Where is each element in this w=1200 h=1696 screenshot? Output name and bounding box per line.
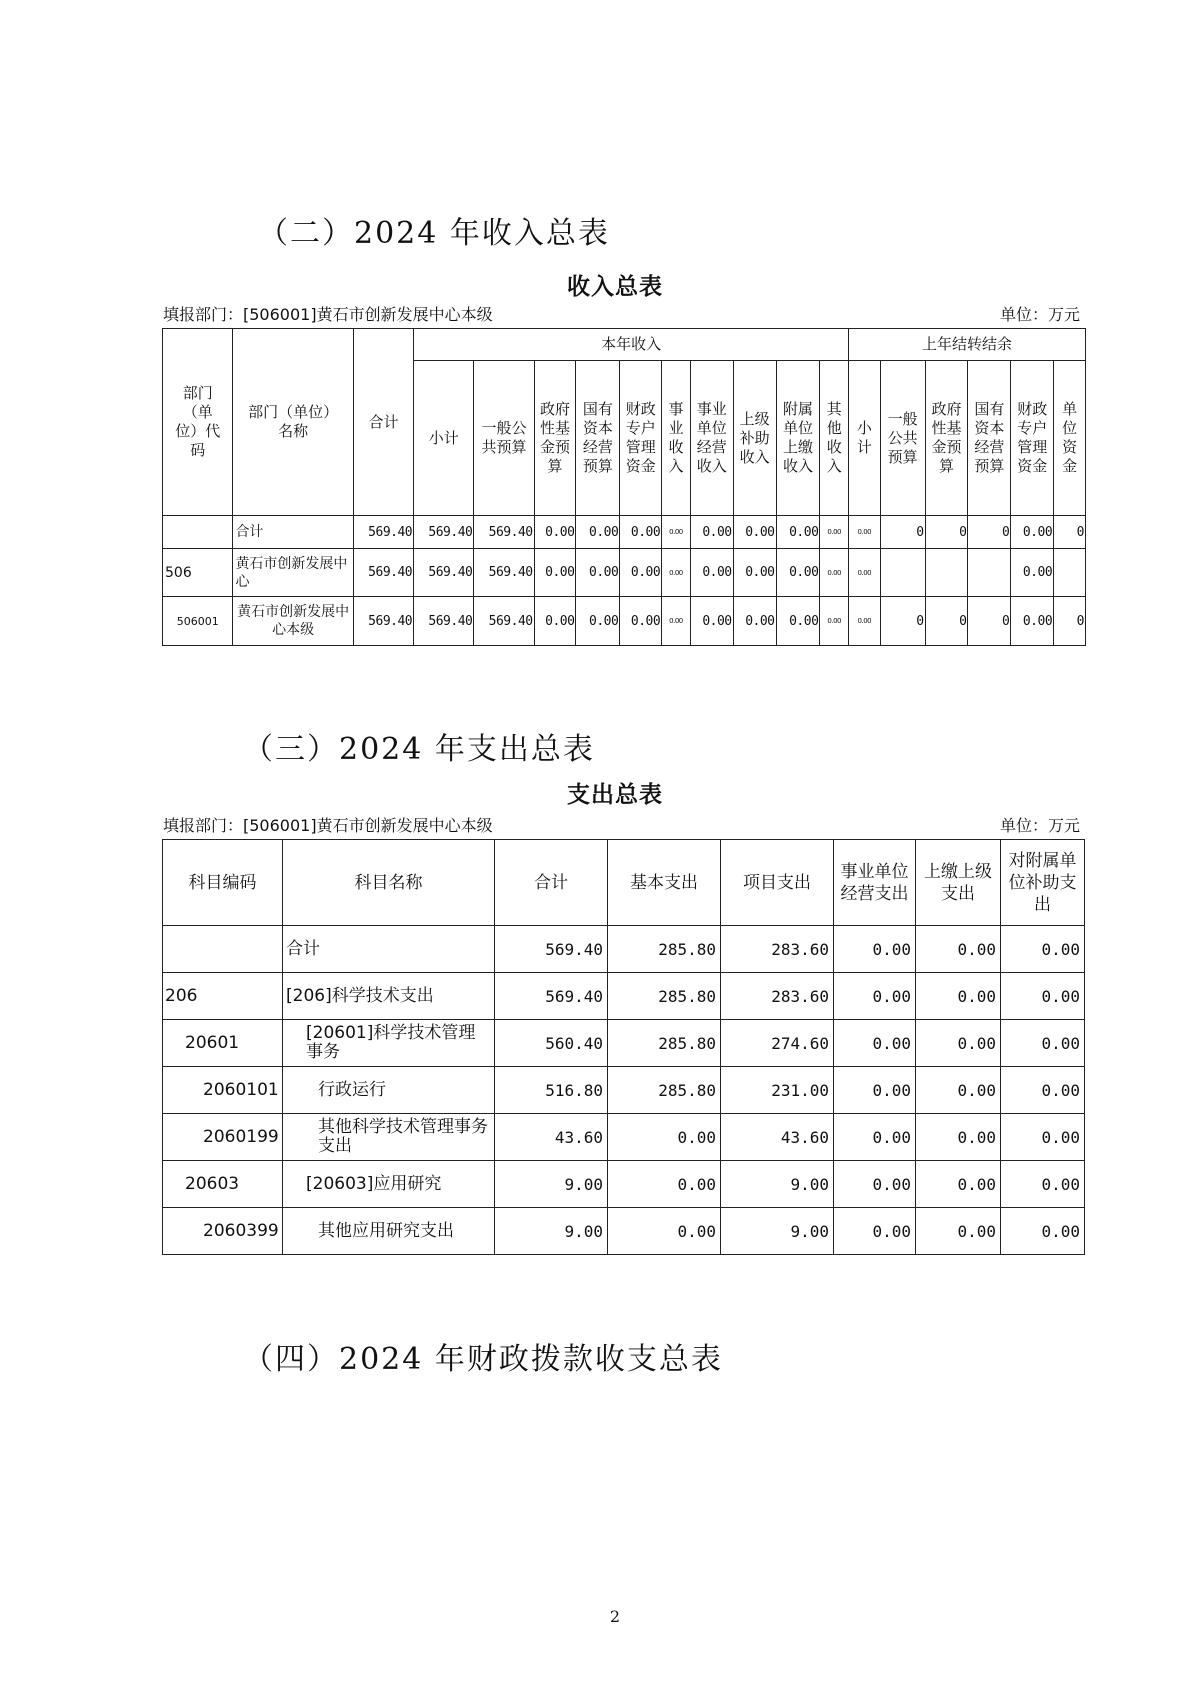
income-cell-name: 合计 xyxy=(233,516,353,549)
expense-cell-subsidy: 0.00 xyxy=(1001,1208,1085,1255)
expense-cell-total: 9.00 xyxy=(495,1208,608,1255)
expense-cell-project: 9.00 xyxy=(721,1161,834,1208)
income-cell-other: 0.00 xyxy=(820,597,849,646)
expense-row xyxy=(163,1161,1085,1208)
expense-cell-code xyxy=(163,926,283,973)
income-cell-biz-operating: 0.00 xyxy=(690,516,733,549)
col-header-fiscal-special: 财政专户管理资金 xyxy=(620,361,662,516)
expense-cell-subsidy: 0.00 xyxy=(1001,1067,1085,1114)
income-cell-general: 569.40 xyxy=(474,516,534,549)
income-cell-total: 569.40 xyxy=(353,597,413,646)
income-cell-co-state-capital xyxy=(968,549,1011,597)
income-table-title: 收入总表 xyxy=(567,274,663,300)
income-cell-gov-fund: 0.00 xyxy=(534,597,576,646)
expense-cell-remit: 0.00 xyxy=(916,1161,1001,1208)
expense-cell-total: 43.60 xyxy=(495,1114,608,1161)
expense-cell-name: 合计 xyxy=(283,926,495,973)
expense-cell-subsidy: 0.00 xyxy=(1001,926,1085,973)
expense-cell-remit: 0.00 xyxy=(916,973,1001,1020)
income-cell-business: 0.00 xyxy=(662,597,691,646)
income-cell-code: 506 xyxy=(163,549,233,597)
income-cell-name: 黄石市创新发展中心本级 xyxy=(233,597,353,646)
expense-row xyxy=(163,1208,1085,1255)
expense-cell-code: 20601 xyxy=(163,1020,283,1067)
income-cell-state-capital: 0.00 xyxy=(576,549,620,597)
income-cell-biz-operating: 0.00 xyxy=(690,549,733,597)
income-summary-table xyxy=(162,328,1086,646)
income-cell-co-sub: 0.00 xyxy=(849,549,881,597)
expense-cell-project: 9.00 xyxy=(721,1208,834,1255)
group-header-current-income: 本年收入 xyxy=(414,329,849,361)
expense-cell-basic: 0.00 xyxy=(608,1161,721,1208)
income-cell-fiscal-special: 0.00 xyxy=(620,516,662,549)
expense-cell-project: 283.60 xyxy=(721,926,834,973)
expense-cell-basic: 285.80 xyxy=(608,973,721,1020)
income-cell-other: 0.00 xyxy=(820,549,849,597)
col-header-carryover-state-capital: 国有资本经营预算 xyxy=(968,361,1011,516)
income-cell-fiscal-special: 0.00 xyxy=(620,597,662,646)
income-cell-total: 569.40 xyxy=(353,516,413,549)
income-cell-state-capital: 0.00 xyxy=(576,516,620,549)
income-section-heading: （二）2024 年收入总表 xyxy=(258,216,610,251)
col-header-state-capital: 国有资本经营预算 xyxy=(576,361,620,516)
expense-cell-basic: 0.00 xyxy=(608,1208,721,1255)
col-header-remit-superior: 上缴上级支出 xyxy=(916,840,1001,926)
income-cell-co-general: 0 xyxy=(880,597,925,646)
expense-cell-total: 516.80 xyxy=(495,1067,608,1114)
income-cell-general: 569.40 xyxy=(474,597,534,646)
expense-cell-subsidy: 0.00 xyxy=(1001,1114,1085,1161)
expense-cell-name: [20601]科学技术管理事务 xyxy=(283,1020,495,1067)
income-cell-code: 506001 xyxy=(163,597,233,646)
income-cell-co-state-capital: 0 xyxy=(968,597,1011,646)
col-header-biz-operating: 事业单位经营收入 xyxy=(690,361,733,516)
col-header-project-expense: 项目支出 xyxy=(721,840,834,926)
expense-cell-code: 2060101 xyxy=(163,1067,283,1114)
expense-summary-table xyxy=(162,839,1085,1255)
income-cell-superior: 0.00 xyxy=(733,597,776,646)
income-row xyxy=(163,549,1086,597)
expense-row xyxy=(163,1020,1085,1067)
income-cell-fiscal-special: 0.00 xyxy=(620,549,662,597)
expense-cell-name: [206]科学技术支出 xyxy=(283,973,495,1020)
income-cell-biz-operating: 0.00 xyxy=(690,597,733,646)
expense-cell-total: 569.40 xyxy=(495,973,608,1020)
expense-row xyxy=(163,1114,1085,1161)
group-header-carryover: 上年结转结余 xyxy=(849,329,1086,361)
expense-section-heading: （三）2024 年支出总表 xyxy=(243,732,595,767)
expense-cell-project: 43.60 xyxy=(721,1114,834,1161)
expense-cell-total: 9.00 xyxy=(495,1161,608,1208)
income-cell-general: 569.40 xyxy=(474,549,534,597)
expense-cell-biz-operating: 0.00 xyxy=(834,1114,916,1161)
expense-cell-remit: 0.00 xyxy=(916,1208,1001,1255)
income-row xyxy=(163,597,1086,646)
expense-cell-name: 其他应用研究支出 xyxy=(283,1208,495,1255)
income-cell-sub: 569.40 xyxy=(414,597,474,646)
col-header-subtotal: 小计 xyxy=(414,361,474,516)
expense-cell-biz-operating: 0.00 xyxy=(834,1208,916,1255)
expense-cell-total: 569.40 xyxy=(495,926,608,973)
income-dept-label: 填报部门：[506001]黄石市创新发展中心本级 xyxy=(163,305,493,324)
expense-cell-subsidy: 0.00 xyxy=(1001,1020,1085,1067)
income-cell-co-fiscal-special: 0.00 xyxy=(1011,516,1054,549)
income-cell-gov-fund: 0.00 xyxy=(534,549,576,597)
income-cell-code xyxy=(163,516,233,549)
income-cell-co-gov-fund xyxy=(925,549,968,597)
expense-table-title: 支出总表 xyxy=(567,782,663,808)
col-header-affiliate-subsidy: 对附属单位补助支出 xyxy=(1001,840,1085,926)
income-cell-co-general: 0 xyxy=(880,516,925,549)
income-cell-state-capital: 0.00 xyxy=(576,597,620,646)
expense-cell-basic: 0.00 xyxy=(608,1114,721,1161)
col-header-subject-name: 科目名称 xyxy=(283,840,495,926)
income-cell-co-sub: 0.00 xyxy=(849,516,881,549)
col-header-subject-code: 科目编码 xyxy=(163,840,283,926)
expense-cell-basic: 285.80 xyxy=(608,926,721,973)
expense-cell-name: 行政运行 xyxy=(283,1067,495,1114)
col-header-total: 合计 xyxy=(353,329,413,516)
expense-row xyxy=(163,926,1085,973)
expense-cell-remit: 0.00 xyxy=(916,1114,1001,1161)
income-unit-label: 单位：万元 xyxy=(1000,305,1081,324)
income-cell-co-gov-fund: 0 xyxy=(925,516,968,549)
income-cell-affiliated: 0.00 xyxy=(776,549,820,597)
income-cell-co-unit-fund: 0 xyxy=(1054,516,1086,549)
col-header-business-income: 事业收入 xyxy=(662,361,691,516)
expense-row xyxy=(163,973,1085,1020)
col-header-superior-subsidy: 上级补助收入 xyxy=(733,361,776,516)
expense-cell-code: 206 xyxy=(163,973,283,1020)
col-header-affiliated-remit: 附属单位上缴收入 xyxy=(776,361,820,516)
expense-cell-total: 560.40 xyxy=(495,1020,608,1067)
income-cell-co-sub: 0.00 xyxy=(849,597,881,646)
income-row xyxy=(163,516,1086,549)
income-cell-business: 0.00 xyxy=(662,516,691,549)
income-cell-name: 黄石市创新发展中心 xyxy=(233,549,353,597)
expense-cell-biz-operating: 0.00 xyxy=(834,973,916,1020)
expense-cell-project: 274.60 xyxy=(721,1020,834,1067)
expense-cell-remit: 0.00 xyxy=(916,926,1001,973)
col-header-carryover-gov-fund: 政府性基金预算 xyxy=(925,361,968,516)
expense-row xyxy=(163,1067,1085,1114)
expense-cell-basic: 285.80 xyxy=(608,1067,721,1114)
col-header-code: 部门（单位）代码 xyxy=(163,329,233,516)
expense-cell-biz-operating: 0.00 xyxy=(834,1161,916,1208)
expense-cell-biz-operating: 0.00 xyxy=(834,926,916,973)
col-header-carryover-general: 一般公共预算 xyxy=(880,361,925,516)
expense-cell-project: 231.00 xyxy=(721,1067,834,1114)
income-cell-gov-fund: 0.00 xyxy=(534,516,576,549)
expense-cell-subsidy: 0.00 xyxy=(1001,1161,1085,1208)
col-header-general-budget: 一般公共预算 xyxy=(474,361,534,516)
income-cell-co-general xyxy=(880,549,925,597)
col-header-basic-expense: 基本支出 xyxy=(608,840,721,926)
col-header-carryover-subtotal: 小计 xyxy=(849,361,881,516)
income-cell-sub: 569.40 xyxy=(414,516,474,549)
income-cell-co-fiscal-special: 0.00 xyxy=(1011,549,1054,597)
expense-cell-subsidy: 0.00 xyxy=(1001,973,1085,1020)
col-header-carryover-unit-fund: 单位资金 xyxy=(1054,361,1086,516)
income-cell-superior: 0.00 xyxy=(733,516,776,549)
income-cell-superior: 0.00 xyxy=(733,549,776,597)
income-cell-co-unit-fund xyxy=(1054,549,1086,597)
income-cell-sub: 569.40 xyxy=(414,549,474,597)
expense-cell-code: 2060199 xyxy=(163,1114,283,1161)
expense-cell-name: [20603]应用研究 xyxy=(283,1161,495,1208)
expense-cell-code: 20603 xyxy=(163,1161,283,1208)
expense-cell-remit: 0.00 xyxy=(916,1020,1001,1067)
expense-cell-remit: 0.00 xyxy=(916,1067,1001,1114)
fiscal-section-heading: （四）2024 年财政拨款收支总表 xyxy=(243,1342,723,1377)
income-cell-co-state-capital: 0 xyxy=(968,516,1011,549)
expense-unit-label: 单位：万元 xyxy=(1000,816,1081,835)
col-header-carryover-fiscal-special: 财政专户管理资金 xyxy=(1011,361,1054,516)
expense-cell-project: 283.60 xyxy=(721,973,834,1020)
col-header-biz-operating-expense: 事业单位经营支出 xyxy=(834,840,916,926)
income-cell-co-unit-fund: 0 xyxy=(1054,597,1086,646)
col-header-total: 合计 xyxy=(495,840,608,926)
expense-cell-basic: 285.80 xyxy=(608,1020,721,1067)
page-number: 2 xyxy=(609,1607,621,1626)
col-header-other-income: 其他收入 xyxy=(820,361,849,516)
expense-cell-biz-operating: 0.00 xyxy=(834,1020,916,1067)
expense-cell-biz-operating: 0.00 xyxy=(834,1067,916,1114)
income-cell-co-gov-fund: 0 xyxy=(925,597,968,646)
expense-cell-code: 2060399 xyxy=(163,1208,283,1255)
col-header-gov-fund: 政府性基金预算 xyxy=(534,361,576,516)
income-cell-total: 569.40 xyxy=(353,549,413,597)
income-cell-affiliated: 0.00 xyxy=(776,516,820,549)
col-header-name: 部门（单位）名称 xyxy=(233,329,353,516)
income-cell-affiliated: 0.00 xyxy=(776,597,820,646)
income-cell-co-fiscal-special: 0.00 xyxy=(1011,597,1054,646)
expense-cell-name: 其他科学技术管理事务支出 xyxy=(283,1114,495,1161)
income-cell-other: 0.00 xyxy=(820,516,849,549)
income-cell-business: 0.00 xyxy=(662,549,691,597)
expense-dept-label: 填报部门：[506001]黄石市创新发展中心本级 xyxy=(163,816,493,835)
